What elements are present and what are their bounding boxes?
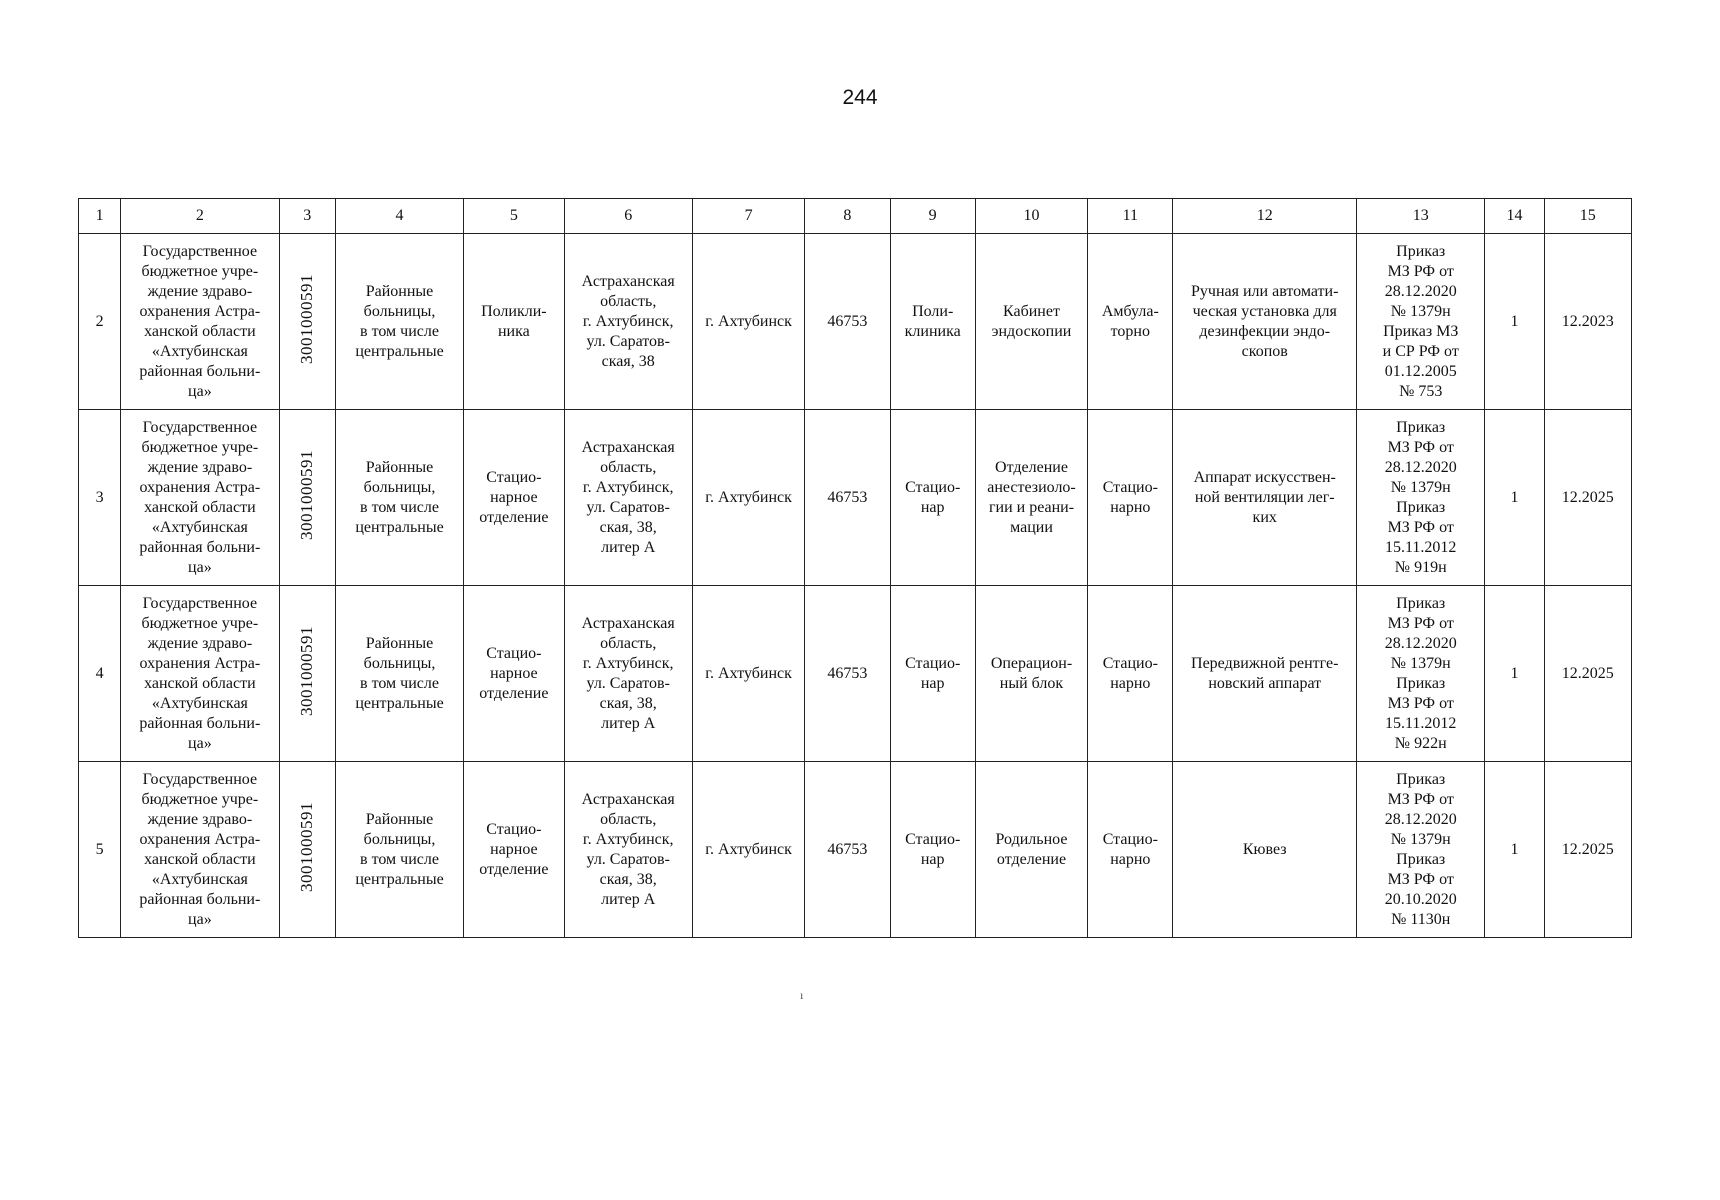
cell-text-line: Государственное: [142, 770, 258, 788]
cell-text-line: ждение здраво-: [147, 634, 253, 652]
cell-text-line: «Ахтубинская: [151, 518, 248, 536]
city-cell: г. Ахтубинск: [692, 410, 804, 586]
stray-scan-mark: ı: [800, 988, 804, 1002]
register-table: [78, 198, 1632, 938]
cell-text-line: в том числе: [360, 674, 439, 692]
department-cell: [975, 762, 1087, 938]
cell-text-line: охранения Астра-: [139, 830, 261, 848]
column-header: 14: [1485, 199, 1544, 234]
cell-text-line: 20.10.2020: [1384, 890, 1457, 908]
quantity-cell: 1: [1485, 586, 1544, 762]
column-header: 5: [464, 199, 564, 234]
cell-text-line: мации: [1010, 518, 1053, 536]
cell-text-line: область,: [600, 458, 657, 476]
cell-text-line: «Ахтубинская: [151, 694, 248, 712]
cell-text-line: Астраханская: [581, 614, 675, 632]
cell-text-line: гии и реани-: [988, 498, 1075, 516]
cell-text-line: ной вентиляции лег-: [1194, 488, 1335, 506]
cell-text-line: Отделение: [995, 458, 1068, 476]
cell-text-line: ул. Саратов-: [586, 674, 670, 692]
care-type-cell: [890, 410, 975, 586]
cell-text-line: Приказ МЗ: [1383, 322, 1459, 340]
care-mode-cell: [1088, 586, 1173, 762]
registry-code-text: 3001000591: [297, 273, 317, 364]
cell-text-line: Стацио-: [486, 820, 542, 838]
cell-text-line: область,: [600, 810, 657, 828]
cell-text-line: Районные: [365, 458, 434, 476]
department-cell: [975, 410, 1087, 586]
cell-text-line: область,: [600, 292, 657, 310]
subdivision-cell: [464, 234, 564, 410]
column-header: 6: [564, 199, 692, 234]
column-header: 10: [975, 199, 1087, 234]
registry-code-cell: [279, 762, 335, 938]
cell-text-line: Стацио-: [905, 830, 961, 848]
registry-code-cell: [279, 410, 335, 586]
cell-text-line: центральные: [355, 342, 444, 360]
cell-text-line: № 1379н: [1390, 830, 1451, 848]
care-mode-cell: [1088, 410, 1173, 586]
cell-text-line: Ручная или автомати-: [1191, 282, 1339, 300]
cell-text-line: больницы,: [363, 654, 436, 672]
regulatory-order-cell: [1357, 410, 1485, 586]
cell-text-line: нарное: [490, 840, 538, 858]
cell-text-line: г. Ахтубинск,: [582, 478, 674, 496]
equipment-cell: [1173, 410, 1357, 586]
cell-text-line: районная больни-: [139, 538, 261, 556]
cell-text-line: ца»: [188, 910, 212, 928]
cell-text-line: эндоскопии: [991, 322, 1072, 340]
cell-text-line: ника: [497, 322, 530, 340]
cell-text-line: МЗ РФ от: [1387, 262, 1454, 280]
cell-text-line: 28.12.2020: [1384, 282, 1457, 300]
cell-text-line: литер А: [601, 890, 656, 908]
cell-text-line: ца»: [188, 558, 212, 576]
cell-text-line: в том числе: [360, 322, 439, 340]
cell-text-line: область,: [600, 634, 657, 652]
cell-text-line: ханской области: [144, 850, 256, 868]
cell-text-line: ный блок: [999, 674, 1064, 692]
cell-text-line: в том числе: [360, 850, 439, 868]
column-header: 1: [79, 199, 121, 234]
cell-text-line: ская, 38,: [599, 694, 657, 712]
cell-text-line: новский аппарат: [1208, 674, 1322, 692]
cell-text-line: 28.12.2020: [1384, 634, 1457, 652]
cell-text-line: бюджетное учре-: [141, 614, 259, 632]
facility-type-cell: [335, 410, 463, 586]
cell-text-line: г. Ахтубинск,: [582, 312, 674, 330]
cell-text-line: ждение здраво-: [147, 810, 253, 828]
cell-text-line: Поликли-: [481, 302, 547, 320]
subdivision-cell: [464, 410, 564, 586]
table-row: [79, 762, 1632, 938]
cell-text-line: МЗ РФ от: [1387, 438, 1454, 456]
cell-text-line: литер А: [601, 538, 656, 556]
column-header: 2: [121, 199, 280, 234]
row-number-cell: 4: [79, 586, 121, 762]
cell-text-line: Стацио-: [1102, 478, 1158, 496]
cell-text-line: Государственное: [142, 418, 258, 436]
cell-text-line: ханской области: [144, 322, 256, 340]
column-header: 3: [279, 199, 335, 234]
registry-code-cell: [279, 234, 335, 410]
facility-type-cell: [335, 234, 463, 410]
cell-text-line: скопов: [1241, 342, 1288, 360]
regulatory-order-cell: [1357, 234, 1485, 410]
oktmo-code-cell: 46753: [805, 762, 890, 938]
cell-text-line: МЗ РФ от: [1387, 518, 1454, 536]
cell-text-line: МЗ РФ от: [1387, 870, 1454, 888]
cell-text-line: нар: [920, 498, 945, 516]
subdivision-cell: [464, 762, 564, 938]
equipment-cell: [1173, 234, 1357, 410]
cell-text-line: Приказ: [1396, 674, 1446, 692]
cell-text-line: бюджетное учре-: [141, 438, 259, 456]
cell-text-line: Районные: [365, 810, 434, 828]
cell-text-line: охранения Астра-: [139, 654, 261, 672]
delivery-date-cell: 12.2023: [1544, 234, 1631, 410]
cell-text-line: Приказ: [1396, 418, 1446, 436]
cell-text-line: № 1379н: [1390, 654, 1451, 672]
cell-text-line: Стацио-: [1102, 830, 1158, 848]
column-header: 8: [805, 199, 890, 234]
cell-text-line: ская, 38,: [599, 870, 657, 888]
cell-text-line: ждение здраво-: [147, 458, 253, 476]
cell-text-line: Стацио-: [905, 478, 961, 496]
cell-text-line: отделение: [996, 850, 1067, 868]
cell-text-line: Государственное: [142, 242, 258, 260]
cell-text-line: в том числе: [360, 498, 439, 516]
cell-text-line: № 919н: [1394, 558, 1447, 576]
cell-text-line: Приказ: [1396, 850, 1446, 868]
registry-code-text: 3001000591: [297, 625, 317, 716]
cell-text-line: отделение: [479, 860, 549, 878]
cell-text-line: больницы,: [363, 302, 436, 320]
organization-cell: [121, 410, 280, 586]
cell-text-line: нарно: [1110, 674, 1151, 692]
cell-text-line: МЗ РФ от: [1387, 694, 1454, 712]
cell-text-line: районная больни-: [139, 890, 261, 908]
quantity-cell: 1: [1485, 234, 1544, 410]
cell-text-line: Родильное: [995, 830, 1068, 848]
delivery-date-cell: 12.2025: [1544, 586, 1631, 762]
care-mode-cell: [1088, 234, 1173, 410]
cell-text-line: ханской области: [144, 674, 256, 692]
column-header: 13: [1357, 199, 1485, 234]
header-row: [79, 199, 1632, 234]
cell-text-line: ская, 38,: [599, 518, 657, 536]
delivery-date-cell: 12.2025: [1544, 410, 1631, 586]
cell-text-line: «Ахтубинская: [151, 870, 248, 888]
cell-text-line: ская, 38: [601, 352, 655, 370]
column-header: 4: [335, 199, 463, 234]
cell-text-line: литер А: [601, 714, 656, 732]
department-cell: [975, 586, 1087, 762]
cell-text-line: Стацио-: [486, 468, 542, 486]
cell-text-line: охранения Астра-: [139, 478, 261, 496]
cell-text-line: отделение: [479, 684, 549, 702]
cell-text-line: Кабинет: [1003, 302, 1060, 320]
cell-text-line: Аппарат искусствен-: [1193, 468, 1336, 486]
cell-text-line: центральные: [355, 694, 444, 712]
row-number-cell: 5: [79, 762, 121, 938]
cell-text-line: МЗ РФ от: [1387, 614, 1454, 632]
city-cell: г. Ахтубинск: [692, 762, 804, 938]
registry-code-text: 3001000591: [297, 801, 317, 892]
city-cell: г. Ахтубинск: [692, 234, 804, 410]
cell-text-line: больницы,: [363, 830, 436, 848]
cell-text-line: Стацио-: [486, 644, 542, 662]
column-header: 12: [1173, 199, 1357, 234]
organization-cell: [121, 762, 280, 938]
cell-text-line: центральные: [355, 518, 444, 536]
cell-text-line: нар: [920, 850, 945, 868]
cell-text-line: Передвижной рентге-: [1191, 654, 1339, 672]
cell-text-line: ул. Саратов-: [586, 332, 670, 350]
subdivision-cell: [464, 586, 564, 762]
city-cell: г. Ахтубинск: [692, 586, 804, 762]
address-cell: [564, 762, 692, 938]
regulatory-order-cell: [1357, 586, 1485, 762]
cell-text-line: Стацио-: [1102, 654, 1158, 672]
cell-text-line: № 1130н: [1391, 910, 1451, 928]
cell-text-line: торно: [1110, 322, 1150, 340]
organization-cell: [121, 234, 280, 410]
table-row: [79, 410, 1632, 586]
cell-text-line: Поли-: [912, 302, 954, 320]
cell-text-line: нарное: [490, 488, 538, 506]
table-body: [79, 234, 1632, 938]
cell-text-line: и СР РФ от: [1382, 342, 1459, 360]
cell-text-line: Районные: [365, 282, 434, 300]
oktmo-code-cell: 46753: [805, 586, 890, 762]
cell-text-line: центральные: [355, 870, 444, 888]
cell-text-line: № 753: [1399, 382, 1443, 400]
cell-text-line: Астраханская: [581, 790, 675, 808]
cell-text-line: Кювез: [1242, 840, 1287, 858]
cell-text-line: 15.11.2012: [1385, 714, 1457, 732]
cell-text-line: Операцион-: [990, 654, 1073, 672]
address-cell: [564, 410, 692, 586]
page-number: 244: [842, 86, 878, 109]
column-header: 7: [692, 199, 804, 234]
cell-text-line: Приказ: [1396, 498, 1446, 516]
cell-text-line: ул. Саратов-: [586, 498, 670, 516]
cell-text-line: г. Ахтубинск,: [582, 654, 674, 672]
organization-cell: [121, 586, 280, 762]
quantity-cell: 1: [1485, 410, 1544, 586]
cell-text-line: больницы,: [363, 478, 436, 496]
care-type-cell: [890, 586, 975, 762]
delivery-date-cell: 12.2025: [1544, 762, 1631, 938]
column-header: 15: [1544, 199, 1631, 234]
cell-text-line: бюджетное учре-: [141, 262, 259, 280]
facility-type-cell: [335, 762, 463, 938]
cell-text-line: Государственное: [142, 594, 258, 612]
address-cell: [564, 234, 692, 410]
cell-text-line: Приказ: [1396, 594, 1446, 612]
cell-text-line: бюджетное учре-: [141, 790, 259, 808]
cell-text-line: Приказ: [1396, 770, 1446, 788]
row-number-cell: 3: [79, 410, 121, 586]
cell-text-line: МЗ РФ от: [1387, 790, 1454, 808]
cell-text-line: № 1379н: [1390, 302, 1451, 320]
cell-text-line: Амбула-: [1101, 302, 1159, 320]
cell-text-line: Астраханская: [581, 272, 675, 290]
quantity-cell: 1: [1485, 762, 1544, 938]
registry-code-text: 3001000591: [297, 449, 317, 540]
cell-text-line: ческая установка для: [1192, 302, 1337, 320]
cell-text-line: 28.12.2020: [1384, 810, 1457, 828]
cell-text-line: Астраханская: [581, 438, 675, 456]
table-row: [79, 234, 1632, 410]
address-cell: [564, 586, 692, 762]
cell-text-line: охранения Астра-: [139, 302, 261, 320]
cell-text-line: нарное: [490, 664, 538, 682]
cell-text-line: отделение: [479, 508, 549, 526]
oktmo-code-cell: 46753: [805, 234, 890, 410]
cell-text-line: дезинфекции эндо-: [1199, 322, 1331, 340]
cell-text-line: ца»: [188, 734, 212, 752]
cell-text-line: ких: [1252, 508, 1277, 526]
table-row: [79, 586, 1632, 762]
cell-text-line: «Ахтубинская: [151, 342, 248, 360]
cell-text-line: ханской области: [144, 498, 256, 516]
cell-text-line: ждение здраво-: [147, 282, 253, 300]
cell-text-line: нарно: [1110, 498, 1151, 516]
cell-text-line: нар: [920, 674, 945, 692]
cell-text-line: Приказ: [1396, 242, 1446, 260]
cell-text-line: районная больни-: [139, 714, 261, 732]
equipment-cell: [1173, 762, 1357, 938]
cell-text-line: 15.11.2012: [1385, 538, 1457, 556]
cell-text-line: ца»: [188, 382, 212, 400]
cell-text-line: № 922н: [1394, 734, 1447, 752]
cell-text-line: 28.12.2020: [1384, 458, 1457, 476]
cell-text-line: Районные: [365, 634, 434, 652]
column-header: 9: [890, 199, 975, 234]
care-type-cell: [890, 234, 975, 410]
cell-text-line: Стацио-: [905, 654, 961, 672]
department-cell: [975, 234, 1087, 410]
cell-text-line: клиника: [904, 322, 961, 340]
row-number-cell: 2: [79, 234, 121, 410]
cell-text-line: районная больни-: [139, 362, 261, 380]
oktmo-code-cell: 46753: [805, 410, 890, 586]
column-header: 11: [1088, 199, 1173, 234]
regulatory-order-cell: [1357, 762, 1485, 938]
care-type-cell: [890, 762, 975, 938]
cell-text-line: анестезиоло-: [987, 478, 1076, 496]
cell-text-line: № 1379н: [1390, 478, 1451, 496]
cell-text-line: г. Ахтубинск,: [582, 830, 674, 848]
registry-code-cell: [279, 586, 335, 762]
facility-type-cell: [335, 586, 463, 762]
cell-text-line: нарно: [1110, 850, 1151, 868]
cell-text-line: ул. Саратов-: [586, 850, 670, 868]
equipment-cell: [1173, 586, 1357, 762]
cell-text-line: 01.12.2005: [1384, 362, 1457, 380]
care-mode-cell: [1088, 762, 1173, 938]
